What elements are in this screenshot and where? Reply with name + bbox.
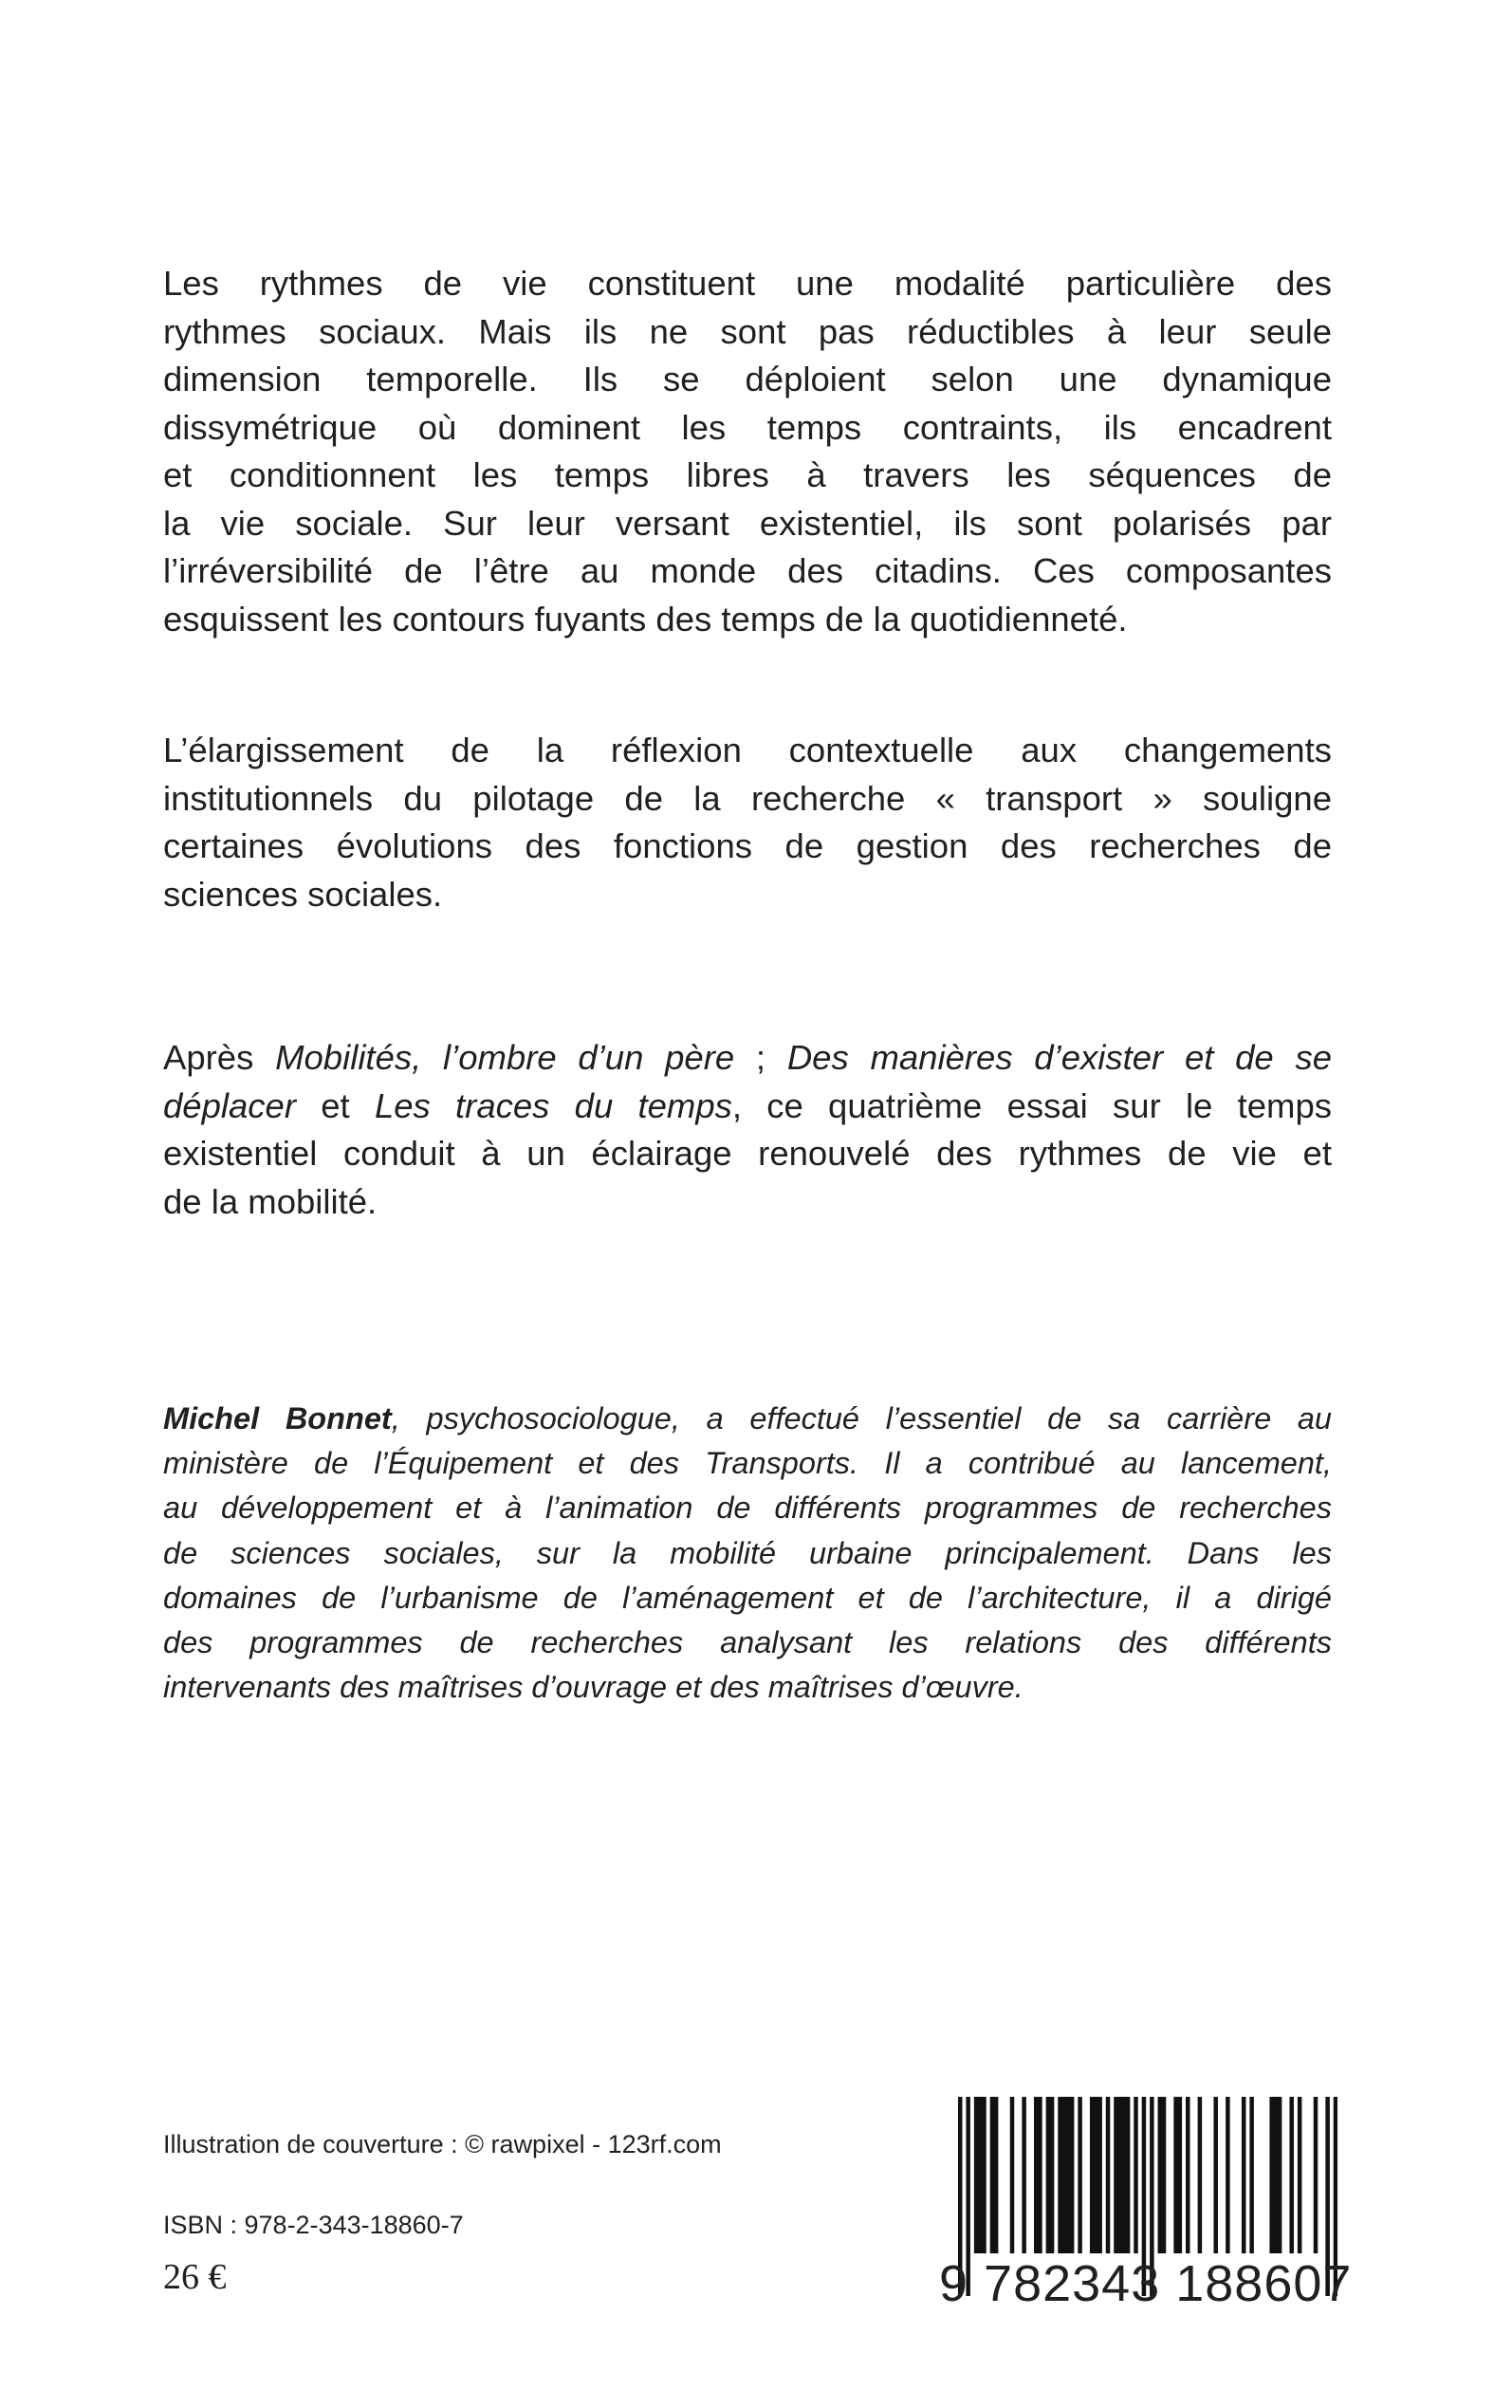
barcode-bar <box>1242 2097 1246 2253</box>
barcode-bar <box>1186 2097 1190 2253</box>
barcode-bar <box>1226 2097 1230 2253</box>
barcode-bar <box>1038 2097 1042 2253</box>
book-title: Des manières d’exister et de se <box>786 1038 1332 1077</box>
text-line: et conditionnent les temps libres à travers les séquences de <box>163 455 1332 494</box>
barcode-bar <box>1106 2097 1111 2253</box>
barcode-bar <box>1278 2097 1282 2253</box>
text-line: intervenants des maîtrises d’ouvrage et des maîtrises d’œuvre. <box>163 1670 1023 1705</box>
text-run: ; <box>734 1038 787 1077</box>
barcode-bar <box>1117 2097 1122 2253</box>
text-line: rythmes sociaux. Mais ils ne sont pas réductibles à leur seule <box>163 311 1332 351</box>
text-run: Après <box>163 1038 276 1077</box>
text-line: sciences sociales. <box>163 874 443 914</box>
barcode-bar <box>1066 2097 1071 2253</box>
barcode-bar <box>1314 2097 1318 2253</box>
text-line: de la mobilité. <box>163 1181 378 1221</box>
barcode-bar <box>1269 2097 1274 2253</box>
text-line: l’irréversibilité de l’être au monde des citadins. Ces composantes <box>163 551 1332 590</box>
barcode-bar <box>1122 2097 1127 2253</box>
text-line <box>163 1034 1332 1083</box>
description-paragraph-3 <box>163 1034 1332 1226</box>
barcode-bar <box>1061 2097 1066 2253</box>
text-line: domaines de l’urbanisme de l’aménagement et de l’architecture, il a dirigé <box>163 1580 1332 1615</box>
barcode-bar <box>1114 2097 1118 2253</box>
text-line: existentiel conduit à un éclairage renouvelé des rythmes de vie et <box>163 1134 1332 1173</box>
book-title: Les traces du temps <box>374 1085 732 1125</box>
price: 26 € <box>163 2257 227 2297</box>
barcode-bar <box>974 2097 979 2253</box>
barcode-bar <box>1046 2097 1051 2253</box>
text-line <box>163 1397 1332 1441</box>
text-line: des programmes de recherches analysant les relations des différents <box>163 1625 1332 1660</box>
text-line: Les rythmes de vie constituent une modalité particulière des <box>163 264 1332 303</box>
barcode-bar <box>1022 2097 1026 2253</box>
text-line: ministère de l’Équipement et des Transports. Il a contribué au lancement, <box>163 1446 1332 1481</box>
barcode-bar <box>990 2097 995 2253</box>
barcode-bar <box>1298 2097 1302 2253</box>
description-paragraph-2 <box>163 727 1332 918</box>
text-line <box>163 1083 1332 1131</box>
barcode-bar <box>1070 2097 1075 2253</box>
barcode-bar <box>1198 2097 1203 2253</box>
barcode-bar <box>1078 2097 1082 2253</box>
barcode-bar <box>978 2097 983 2253</box>
book-title: Mobilités, l’ombre d’un père <box>275 1038 735 1077</box>
barcode-bar <box>1090 2097 1095 2253</box>
illustration-credit: Illustration de couverture : © rawpixel - 123rf.com <box>163 2130 722 2158</box>
description-paragraph-1 <box>163 260 1332 643</box>
barcode-bar <box>1050 2097 1055 2253</box>
barcode-bar <box>1126 2097 1131 2253</box>
text-run: , ce quatrième essai sur le temps <box>731 1085 1332 1125</box>
text-run: , psychosociologue, a effectué l’essentiel de sa carrière au <box>391 1401 1333 1436</box>
barcode-digits: 9 782343 188607 <box>939 2255 1353 2312</box>
barcode-bar <box>1134 2097 1138 2253</box>
barcode-bar <box>1249 2097 1254 2253</box>
text-line: certaines évolutions des fonctions de gestion des recherches de <box>163 826 1332 865</box>
isbn: ISBN : 978-2-343-18860-7 <box>163 2211 464 2239</box>
barcode-bar <box>1289 2097 1294 2253</box>
text-line: dimension temporelle. Ils se déploient selon une dynamique <box>163 360 1332 398</box>
text-line: esquissent les contours fuyants des temps de la quotidienneté. <box>163 599 1128 639</box>
barcode-bar <box>1034 2097 1039 2253</box>
barcode-bar <box>1094 2097 1098 2253</box>
barcode-bar <box>1058 2097 1062 2253</box>
text-line: de sciences sociales, sur la mobilité urbaine principalement. Dans les <box>163 1535 1332 1570</box>
barcode-bar <box>1162 2097 1167 2253</box>
book-title: déplacer <box>163 1085 297 1125</box>
text-line: au développement et à l’animation de différents programmes de recherches <box>163 1491 1332 1526</box>
barcode-bar <box>1173 2097 1178 2253</box>
text-line: la vie sociale. Sur leur versant existentiel, ils sont polarisés par <box>163 503 1332 543</box>
barcode-bar <box>982 2097 986 2253</box>
text-run: et <box>296 1085 375 1125</box>
text-line: institutionnels du pilotage de la recherche « transport » souligne <box>163 778 1332 818</box>
text-line: L’élargissement de la réflexion contextuelle aux changements <box>163 731 1332 769</box>
barcode-bar <box>1213 2097 1218 2253</box>
text-line: dissymétrique où dominent les temps contraints, ils encadrent <box>163 407 1332 447</box>
author-bio <box>163 1397 1332 1710</box>
barcode-bar <box>994 2097 999 2253</box>
barcode-bar <box>1274 2097 1279 2253</box>
barcode-bar <box>1010 2097 1015 2253</box>
barcode-bar <box>1097 2097 1102 2253</box>
barcode-bar <box>1178 2097 1183 2253</box>
barcode-bar <box>1158 2097 1163 2253</box>
author-name: Michel Bonnet <box>163 1401 392 1436</box>
